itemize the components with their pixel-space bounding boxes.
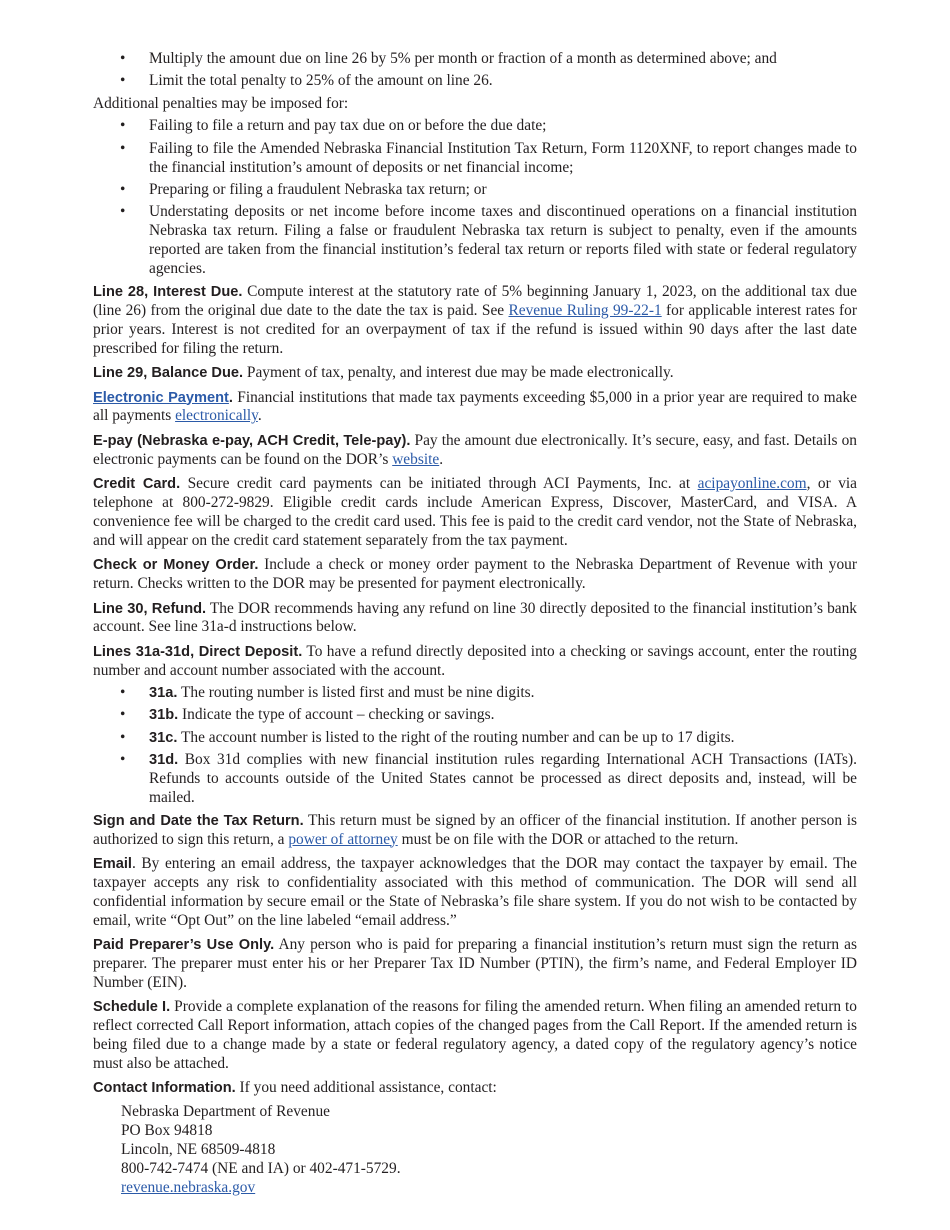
check-heading: Check or Money Order. bbox=[93, 557, 259, 574]
list-item: • 31c. The account number is listed to the right of the routing number and can be up to 17 digits. bbox=[120, 728, 735, 746]
bullet-icon: • bbox=[120, 117, 126, 135]
address-line: PO Box 94818 bbox=[121, 1122, 213, 1140]
additional-penalties-intro: Additional penalties may be imposed for: bbox=[93, 95, 349, 113]
list-item: • Understating deposits or net income before income taxes and discontinued operations on a financial institution Nebraska tax return. Filing a false or fraudulent Nebraska tax return is subject to penalty, even if the amounts reported are taken from the financial institution’s federal tax return or reports filed with state or federal regulatory agencies. bbox=[120, 203, 857, 278]
direct-deposit-list bbox=[93, 684, 857, 808]
contact-section: Contact Information. If you need additional assistance, contact: bbox=[93, 1079, 497, 1097]
preparer-section: Paid Preparer’s Use Only. Any person who is paid for preparing a financial institution’s return must sign the return as preparer. The preparer must enter his or her Preparer Tax ID Number (PTIN), the firm’s name, and Federal Employer ID Number (EIN). bbox=[93, 936, 857, 991]
epay-section: E-pay (Nebraska e-pay, ACH Credit, Tele-pay). Pay the amount due electronically. It’s secure, easy, and fast. Details on electronic payments can be found on the DOR’s website. bbox=[93, 431, 857, 468]
line28-heading: Line 28, Interest Due. bbox=[93, 283, 243, 300]
address-line: 800-742-7474 (NE and IA) or 402-471-5729. bbox=[121, 1160, 401, 1178]
revenue-website-link[interactable]: revenue.nebraska.gov bbox=[121, 1178, 256, 1196]
credit-card-heading: Credit Card. bbox=[93, 476, 181, 493]
list-item: • Multiply the amount due on line 26 by 5% per month or fraction of a month as determined above; and bbox=[120, 50, 777, 67]
address-line: Nebraska Department of Revenue bbox=[121, 1103, 330, 1121]
additional-penalties-list bbox=[93, 117, 857, 279]
bullet-icon: • bbox=[120, 50, 126, 67]
schedule-heading: Schedule I. bbox=[93, 999, 171, 1016]
bullet-icon: • bbox=[120, 683, 126, 701]
bullet-icon: • bbox=[120, 750, 126, 768]
line29-heading: Line 29, Balance Due. bbox=[93, 365, 244, 382]
list-item: • Failing to file the Amended Nebraska Financial Institution Tax Return, Form 1120XNF, to report changes made to the financial institution’s amount of deposits or net financial income; bbox=[120, 139, 857, 176]
address-line: Lincoln, NE 68509-4818 bbox=[121, 1141, 276, 1159]
preparer-heading: Paid Preparer’s Use Only. bbox=[93, 937, 275, 954]
line29-section: Line 29, Balance Due. Payment of tax, penalty, and interest due may be made electronically. bbox=[93, 364, 674, 382]
power-of-attorney-link[interactable]: power of attorney bbox=[288, 830, 398, 848]
email-heading: Email bbox=[93, 855, 132, 872]
list-item: • 31d. Box 31d complies with new financial institution rules regarding International ACH Transactions (IATs). Refunds to accounts outside of the United States cannot be processed as direct deposits and, instead, will be mailed. bbox=[120, 750, 857, 806]
electronically-link[interactable]: electronically bbox=[175, 407, 258, 425]
lines31-section: Lines 31a-31d, Direct Deposit. To have a refund directly deposited into a checking or savings account, enter the routing number and account number associated with the account. bbox=[93, 642, 857, 679]
list-item: • 31b. Indicate the type of account – checking or savings. bbox=[120, 706, 495, 724]
revenue-ruling-link[interactable]: Revenue Ruling 99-22-1 bbox=[508, 301, 662, 319]
penalty-computation-list bbox=[93, 50, 857, 91]
schedule-section: Schedule I. Provide a complete explanation of the reasons for filing the amended return. When filing an amended return to reflect corrected Call Report information, attach copies of the changed pages from the Call Report. If the amended return is being filed due to a change made by a state or federal regulatory agency, a dated copy of the regulatory agency’s notice must also be attached. bbox=[93, 998, 858, 1072]
line30-heading: Line 30, Refund. bbox=[93, 600, 207, 617]
list-item: • 31a. The routing number is listed first and must be nine digits. bbox=[120, 683, 535, 701]
sign-heading: Sign and Date the Tax Return. bbox=[93, 812, 304, 829]
sign-section: Sign and Date the Tax Return. This return must be signed by an officer of the financial institution. If another person is authorized to sign this return, a power of attorney must be on file with the DOR or attached to the return. bbox=[93, 811, 857, 848]
line30-section: Line 30, Refund. The DOR recommends having any refund on line 30 directly deposited to the financial institution’s bank account. See line 31a-d instructions below. bbox=[93, 599, 857, 636]
line28-section: Line 28, Interest Due. Compute interest at the statutory rate of 5% beginning January 1, 2023, on the additional tax due (line 26) from the original due date to the date the tax is paid. See Revenue Ruling 99-22-1 for applicable interest rates for prior years. Interest is not credited for an overpayment of tax if the refund is issued within 90 days after the last date prescribed for filing the return. bbox=[93, 282, 858, 357]
bullet-icon: • bbox=[120, 203, 126, 221]
electronic-payment-section: Electronic Payment. Financial institutions that made tax payments exceeding $5,000 in a prior year are required to make all payments electronically. bbox=[93, 388, 857, 425]
lines31-heading: Lines 31a-31d, Direct Deposit. bbox=[93, 643, 303, 660]
contact-address bbox=[93, 1103, 857, 1198]
check-section: Check or Money Order. Include a check or money order payment to the Nebraska Department of Revenue with your return. Checks written to the DOR may be presented for payment electronically. bbox=[93, 556, 857, 593]
credit-card-section: Credit Card. Secure credit card payments can be initiated through ACI Payments, Inc. at acipayonline.com, or via telephone at 800-272-9829. Eligible credit cards include American Express, Discover, MasterCard, and VISA. A convenience fee will be charged to the credit card used. This fee is paid to the credit card vendor, not the State of Nebraska, and will appear on the credit card statement separately from the tax payment. bbox=[93, 475, 857, 549]
contact-heading: Contact Information. bbox=[93, 1080, 236, 1097]
email-section: Email. By entering an email address, the taxpayer acknowledges that the DOR may contact the taxpayer by email. The taxpayer accepts any risk to confidentiality associated with this method of communication. The DOR will send all confidential information by secure email or the State of Nebraska’s file share system. If you do not wish to be contacted by email, write “Opt Out” on the line labeled “email address.” bbox=[93, 854, 857, 929]
bullet-icon: • bbox=[120, 180, 126, 198]
epay-heading: E-pay (Nebraska e-pay, ACH Credit, Tele-pay). bbox=[93, 432, 411, 449]
list-item: • Failing to file a return and pay tax due on or before the due date; bbox=[120, 117, 547, 135]
website-link[interactable]: website bbox=[392, 450, 440, 468]
bullet-icon: • bbox=[120, 706, 126, 724]
bullet-icon: • bbox=[120, 72, 126, 90]
list-item: • Preparing or filing a fraudulent Nebraska tax return; or bbox=[120, 180, 487, 198]
electronic-payment-link[interactable]: Electronic Payment bbox=[93, 389, 229, 406]
bullet-icon: • bbox=[120, 139, 126, 157]
acipayonline-link[interactable]: acipayonline.com bbox=[697, 475, 807, 493]
list-item: • Limit the total penalty to 25% of the amount on line 26. bbox=[120, 72, 493, 90]
instructions-page bbox=[93, 50, 857, 1198]
bullet-icon: • bbox=[120, 728, 126, 746]
